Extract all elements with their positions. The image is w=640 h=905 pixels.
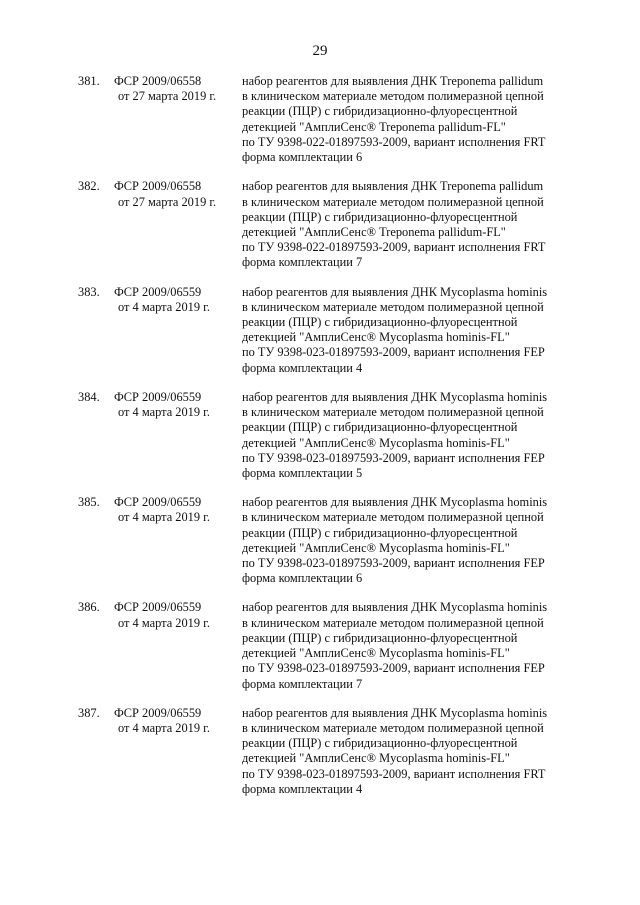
description-line: реакции (ПЦР) с гибридизационно-флуоресцентной bbox=[242, 315, 518, 329]
registration-number: ФСР 2009/06559 bbox=[114, 495, 202, 510]
entry-number: 386. bbox=[78, 600, 100, 615]
registration-date: от 4 марта 2019 г. bbox=[118, 720, 210, 735]
entry-description bbox=[242, 285, 572, 376]
description-line: в клиническом материале методом полимеразной цепной bbox=[242, 194, 544, 209]
description-line: по ТУ 9398-023-01897593-2009, вариант исполнения FEP bbox=[242, 556, 545, 570]
description-line: детекцией "АмплиСенс® Treponema pallidum-FL" bbox=[242, 119, 506, 134]
description-line: реакции (ПЦР) с гибридизационно-флуоресцентной bbox=[242, 630, 518, 645]
description-line: форма комплектации 6 bbox=[242, 150, 363, 165]
description-line: по ТУ 9398-023-01897593-2009, вариант исполнения FEP bbox=[242, 345, 545, 360]
description-line: набор реагентов для выявления ДНК Mycoplasma hominis bbox=[242, 705, 548, 720]
registration-date: от 4 марта 2019 г. bbox=[118, 405, 210, 420]
entry-registration bbox=[114, 706, 210, 736]
description-line: форма комплектации 4 bbox=[242, 781, 363, 796]
registry-entry bbox=[0, 495, 640, 600]
entry-number: 381. bbox=[78, 74, 100, 88]
description-line: набор реагентов для выявления ДНК Mycoplasma hominis bbox=[242, 600, 548, 615]
description-line: в клиническом материале методом полимеразной цепной bbox=[242, 615, 544, 630]
description-line: реакции (ПЦР) с гибридизационно-флуоресцентной bbox=[242, 736, 518, 751]
registry-entry bbox=[0, 390, 640, 495]
description-line: по ТУ 9398-022-01897593-2009, вариант исполнения FRT bbox=[242, 240, 546, 255]
entry-registration bbox=[114, 390, 210, 420]
description-line: набор реагентов для выявления ДНК Mycoplasma hominis bbox=[242, 284, 548, 299]
description-line: реакции (ПЦР) с гибридизационно-флуоресцентной bbox=[242, 525, 518, 540]
description-line: форма комплектации 4 bbox=[242, 360, 363, 375]
entry-number: 387. bbox=[78, 705, 100, 720]
description-line: детекцией "АмплиСенс® Mycoplasma hominis-FL" bbox=[242, 540, 510, 555]
entry-number: 384. bbox=[78, 389, 100, 404]
registration-number: ФСР 2009/06559 bbox=[114, 600, 202, 615]
entry-description bbox=[242, 390, 572, 481]
entry-description bbox=[242, 495, 572, 586]
registration-date: от 4 марта 2019 г. bbox=[118, 510, 210, 525]
registration-number: ФСР 2009/06558 bbox=[114, 74, 202, 88]
entry-description bbox=[242, 74, 572, 165]
description-line: детекцией "АмплиСенс® Mycoplasma hominis-FL" bbox=[242, 330, 510, 345]
page-number: 29 bbox=[312, 43, 328, 59]
entry-description bbox=[242, 179, 572, 270]
description-line: по ТУ 9398-023-01897593-2009, вариант исполнения FRT bbox=[242, 766, 546, 781]
entry-registration bbox=[114, 74, 216, 104]
description-line: форма комплектации 7 bbox=[242, 255, 363, 270]
registration-date: от 27 марта 2019 г. bbox=[118, 89, 217, 104]
description-line: форма комплектации 5 bbox=[242, 465, 363, 480]
registration-number: ФСР 2009/06559 bbox=[114, 705, 202, 720]
description-line: детекцией "АмплиСенс® Mycoplasma hominis-FL" bbox=[242, 646, 510, 661]
entry-registration bbox=[114, 600, 210, 630]
description-line: форма комплектации 7 bbox=[242, 676, 363, 691]
registry-entries bbox=[0, 74, 640, 811]
registration-number: ФСР 2009/06559 bbox=[114, 389, 202, 404]
registry-entry bbox=[0, 179, 640, 284]
description-line: детекцией "АмплиСенс® Mycoplasma hominis-FL" bbox=[242, 435, 510, 450]
description-line: реакции (ПЦР) с гибридизационно-флуоресцентной bbox=[242, 420, 518, 435]
description-line: форма комплектации 6 bbox=[242, 571, 363, 586]
description-line: детекцией "АмплиСенс® Mycoplasma hominis-FL" bbox=[242, 751, 510, 766]
description-line: реакции (ПЦР) с гибридизационно-флуоресцентной bbox=[242, 209, 518, 224]
registration-date: от 27 марта 2019 г. bbox=[118, 194, 217, 209]
entry-description bbox=[242, 600, 572, 691]
description-line: по ТУ 9398-022-01897593-2009, вариант исполнения FRT bbox=[242, 134, 546, 149]
description-line: по ТУ 9398-023-01897593-2009, вариант исполнения FEP bbox=[242, 661, 545, 676]
entry-registration bbox=[114, 495, 210, 525]
description-line: в клиническом материале методом полимеразной цепной bbox=[242, 720, 544, 735]
registry-entry bbox=[0, 285, 640, 390]
registry-entry bbox=[0, 74, 640, 179]
description-line: в клиническом материале методом полимеразной цепной bbox=[242, 89, 544, 104]
description-line: набор реагентов для выявления ДНК Mycoplasma hominis bbox=[242, 389, 548, 404]
description-line: в клиническом материале методом полимеразной цепной bbox=[242, 405, 544, 420]
entry-number: 385. bbox=[78, 495, 100, 510]
description-line: набор реагентов для выявления ДНК Mycoplasma hominis bbox=[242, 495, 548, 510]
entry-registration bbox=[114, 179, 216, 209]
registry-entry bbox=[0, 706, 640, 811]
registration-date: от 4 марта 2019 г. bbox=[118, 615, 210, 630]
entry-number: 382. bbox=[78, 179, 100, 194]
description-line: в клиническом материале методом полимеразной цепной bbox=[242, 510, 544, 525]
registration-date: от 4 марта 2019 г. bbox=[118, 299, 210, 314]
registry-entry bbox=[0, 600, 640, 705]
description-line: по ТУ 9398-023-01897593-2009, вариант исполнения FEP bbox=[242, 450, 545, 465]
description-line: реакции (ПЦР) с гибридизационно-флуоресцентной bbox=[242, 104, 518, 119]
registration-number: ФСР 2009/06558 bbox=[114, 179, 202, 194]
description-line: набор реагентов для выявления ДНК Treponema pallidum bbox=[242, 179, 544, 194]
entry-number: 383. bbox=[78, 284, 100, 299]
description-line: набор реагентов для выявления ДНК Treponema pallidum bbox=[242, 74, 544, 88]
registration-number: ФСР 2009/06559 bbox=[114, 284, 202, 299]
entry-registration bbox=[114, 285, 210, 315]
description-line: в клиническом материале методом полимеразной цепной bbox=[242, 299, 544, 314]
description-line: детекцией "АмплиСенс® Treponema pallidum-FL" bbox=[242, 224, 506, 239]
entry-description bbox=[242, 706, 572, 797]
